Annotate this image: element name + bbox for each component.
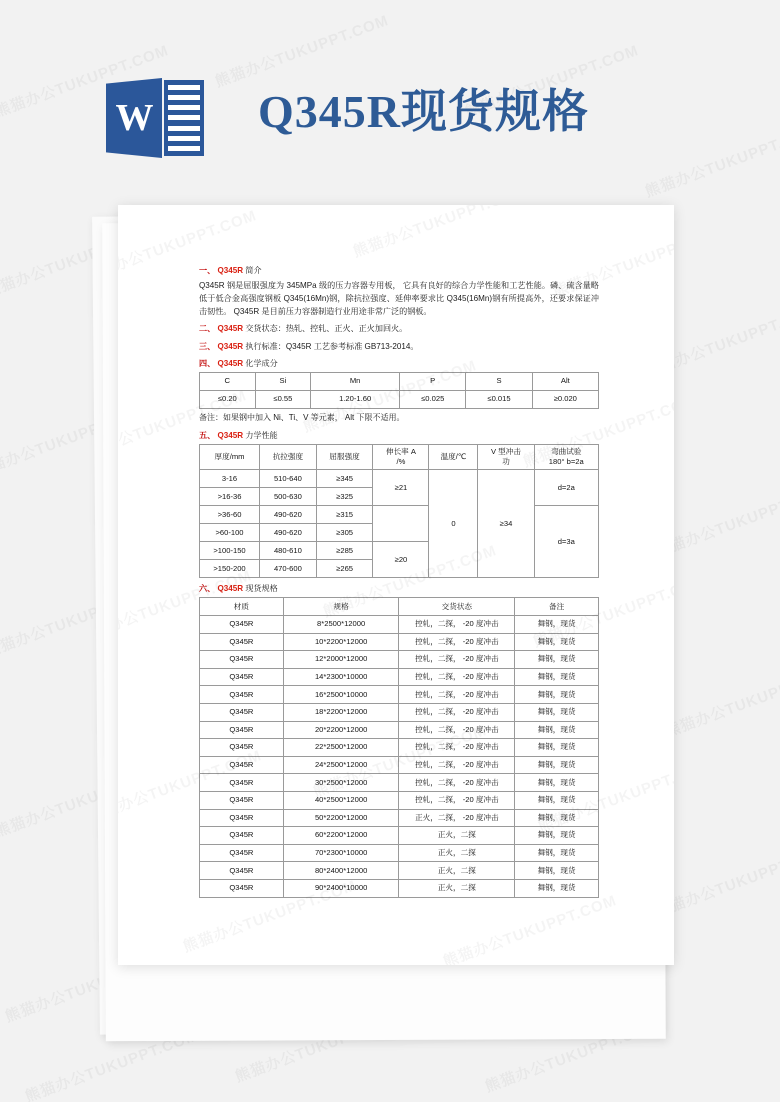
table-row bbox=[200, 844, 599, 862]
cell-elongation-group-1: ≥21 bbox=[373, 470, 429, 506]
section-title: 力学性能 bbox=[243, 430, 278, 440]
cell-material: Q345R bbox=[200, 739, 284, 757]
cell-delivery: 正火，二探 bbox=[399, 862, 515, 880]
table-row bbox=[200, 470, 599, 488]
cell-remark: 舞钢，现货 bbox=[515, 633, 599, 651]
section-heading-2 bbox=[199, 322, 599, 335]
cell-thickness: >100-150 bbox=[200, 542, 260, 560]
table-row bbox=[200, 506, 599, 524]
cell-delivery: 控轧，二探， -20 度冲击 bbox=[399, 686, 515, 704]
cell-si-value: ≤0.55 bbox=[255, 390, 311, 408]
column-header-mn: Mn bbox=[311, 372, 400, 390]
cell-delivery: 控轧，二探， -20 度冲击 bbox=[399, 704, 515, 722]
cell-spec: 20*2200*12000 bbox=[283, 721, 399, 739]
cell-v-impact: ≥34 bbox=[478, 470, 534, 578]
cell-spec: 22*2500*12000 bbox=[283, 739, 399, 757]
table-row bbox=[200, 774, 599, 792]
document-page[interactable] bbox=[118, 205, 674, 965]
table-row bbox=[200, 791, 599, 809]
section-number: 四、 bbox=[199, 358, 216, 368]
column-header-delivery: 交货状态 bbox=[399, 598, 515, 616]
cell-delivery: 正火，二探 bbox=[399, 827, 515, 845]
cell-remark: 舞钢，现货 bbox=[515, 756, 599, 774]
cell-elongation-blank bbox=[373, 506, 429, 542]
document-content bbox=[199, 260, 599, 900]
cell-remark: 舞钢，现货 bbox=[515, 651, 599, 669]
cell-delivery: 控轧，二探， -20 度冲击 bbox=[399, 651, 515, 669]
cell-tensile: 480-610 bbox=[260, 542, 317, 560]
cell-material: Q345R bbox=[200, 809, 284, 827]
table-row bbox=[200, 633, 599, 651]
cell-spec: 30*2500*12000 bbox=[283, 774, 399, 792]
intro-paragraph: Q345R 钢是屈服强度为 345MPa 级的压力容器专用板， 它具有良好的综合力学性能和工艺性能。磷、硫含量略低于低合金高强度钢板 Q345(16Mn)钢，除抗拉强度、延伸率要求比 Q345(16Mn)钢有所提高外，还要求保证冲击韧性。 Q345R 是目前压力容器制造行业用途非常广泛的钢板。 bbox=[199, 281, 599, 317]
cell-thickness: 3-16 bbox=[200, 470, 260, 488]
cell-tensile: 490-620 bbox=[260, 524, 317, 542]
table-row bbox=[200, 686, 599, 704]
section-heading-1 bbox=[199, 264, 599, 277]
page-title: Q345R现货规格 bbox=[258, 86, 589, 137]
cell-material: Q345R bbox=[200, 633, 284, 651]
section-title: 化学成分 bbox=[243, 358, 278, 368]
section-code: Q345R bbox=[217, 430, 244, 440]
column-header-bend-test bbox=[534, 444, 599, 470]
spot-table-body bbox=[200, 616, 599, 898]
section-number: 六、 bbox=[199, 584, 216, 594]
section-code: Q345R bbox=[217, 266, 244, 275]
cell-remark: 舞钢，现货 bbox=[515, 809, 599, 827]
section-code: Q345R bbox=[217, 358, 244, 368]
cell-spec: 10*2200*12000 bbox=[283, 633, 399, 651]
cell-thickness: >16-36 bbox=[200, 488, 260, 506]
table-row bbox=[200, 651, 599, 669]
cell-s-value: ≤0.015 bbox=[466, 390, 532, 408]
section-title: 现货规格 bbox=[243, 584, 278, 594]
chemical-composition-table bbox=[199, 372, 599, 409]
cell-material: Q345R bbox=[200, 827, 284, 845]
cell-remark: 舞钢，现货 bbox=[515, 862, 599, 880]
cell-remark: 舞钢，现货 bbox=[515, 616, 599, 634]
cell-thickness: >60-100 bbox=[200, 524, 260, 542]
column-header-yield: 屈服强度 bbox=[316, 444, 373, 470]
elongation-line-1: 伸长率 A bbox=[385, 446, 416, 456]
table-row bbox=[200, 756, 599, 774]
cell-p-value: ≤0.025 bbox=[400, 390, 466, 408]
cell-remark: 舞钢，现货 bbox=[515, 704, 599, 722]
cell-thickness: >150-200 bbox=[200, 560, 260, 578]
column-header-thickness: 厚度/mm bbox=[200, 444, 260, 470]
cell-tensile: 470-600 bbox=[260, 560, 317, 578]
table-row bbox=[200, 879, 599, 897]
column-header-p: P bbox=[400, 372, 466, 390]
section-heading-3 bbox=[199, 340, 599, 353]
table-row bbox=[200, 809, 599, 827]
table-row bbox=[200, 862, 599, 880]
cell-material: Q345R bbox=[200, 686, 284, 704]
cell-delivery: 正火，二探， -20 度冲击 bbox=[399, 809, 515, 827]
cell-temperature: 0 bbox=[429, 470, 478, 578]
column-header-si: Si bbox=[255, 372, 311, 390]
section-heading-5 bbox=[199, 429, 599, 442]
section-heading-6 bbox=[199, 582, 599, 595]
watermark-text bbox=[662, 659, 780, 741]
column-header-v-impact bbox=[478, 444, 534, 470]
cell-material: Q345R bbox=[200, 791, 284, 809]
cell-alt-value: ≥0.020 bbox=[532, 390, 598, 408]
table-row bbox=[200, 668, 599, 686]
table-header-row bbox=[200, 444, 599, 470]
cell-delivery: 正火，二探 bbox=[399, 844, 515, 862]
word-document-icon bbox=[106, 78, 210, 158]
cell-remark: 舞钢，现货 bbox=[515, 844, 599, 862]
cell-material: Q345R bbox=[200, 721, 284, 739]
cell-spec: 50*2200*12000 bbox=[283, 809, 399, 827]
column-header-spec: 规格 bbox=[283, 598, 399, 616]
column-header-elongation bbox=[373, 444, 429, 470]
column-header-remark: 备注 bbox=[515, 598, 599, 616]
cell-tensile: 500-630 bbox=[260, 488, 317, 506]
table-row bbox=[200, 616, 599, 634]
cell-remark: 舞钢，现货 bbox=[515, 827, 599, 845]
cell-spec: 60*2200*12000 bbox=[283, 827, 399, 845]
cell-spec: 40*2500*12000 bbox=[283, 791, 399, 809]
cell-delivery: 控轧，二探， -20 度冲击 bbox=[399, 633, 515, 651]
chemical-table-note: 备注：如果钢中加入 Ni、Ti、V 等元素， Alt 下限不适用。 bbox=[199, 412, 405, 422]
spot-specifications-table bbox=[199, 597, 599, 897]
cell-bend-group-2: d=3a bbox=[534, 506, 599, 578]
section-code: Q345R bbox=[217, 324, 244, 334]
table-row bbox=[200, 827, 599, 845]
section-heading-4 bbox=[199, 357, 599, 370]
cell-elongation-group-2: ≥20 bbox=[373, 542, 429, 578]
table-row bbox=[200, 739, 599, 757]
cell-remark: 舞钢，现货 bbox=[515, 879, 599, 897]
section-title: 执行标准：Q345R 工艺参考标准 GB713-2014。 bbox=[243, 341, 419, 351]
cell-spec: 24*2500*12000 bbox=[283, 756, 399, 774]
cell-spec: 70*2300*10000 bbox=[283, 844, 399, 862]
cell-remark: 舞钢，现货 bbox=[515, 739, 599, 757]
column-header-c: C bbox=[200, 372, 256, 390]
cell-delivery: 正火，二探 bbox=[399, 879, 515, 897]
cell-tensile: 510-640 bbox=[260, 470, 317, 488]
cell-spec: 80*2400*12000 bbox=[283, 862, 399, 880]
section-code: Q345R bbox=[217, 584, 244, 594]
cell-material: Q345R bbox=[200, 651, 284, 669]
mechanical-properties-table bbox=[199, 444, 599, 579]
watermark-text bbox=[350, 205, 529, 262]
column-header-material: 材质 bbox=[200, 598, 284, 616]
cell-material: Q345R bbox=[200, 616, 284, 634]
cell-remark: 舞钢，现货 bbox=[515, 686, 599, 704]
cell-yield: ≥265 bbox=[316, 560, 373, 578]
table-row bbox=[200, 721, 599, 739]
cell-remark: 舞钢，现货 bbox=[515, 774, 599, 792]
cell-spec: 12*2000*12000 bbox=[283, 651, 399, 669]
cell-yield: ≥285 bbox=[316, 542, 373, 560]
cell-material: Q345R bbox=[200, 862, 284, 880]
section-number: 二、 bbox=[199, 324, 216, 334]
table-header-row bbox=[200, 372, 599, 390]
cell-spec: 14*2300*10000 bbox=[283, 668, 399, 686]
cell-yield: ≥315 bbox=[316, 506, 373, 524]
cell-spec: 16*2500*10000 bbox=[283, 686, 399, 704]
cell-mn-value: 1.20-1.60 bbox=[311, 390, 400, 408]
bend-line-2: 180° b=2a bbox=[548, 457, 584, 467]
cell-remark: 舞钢，现货 bbox=[515, 721, 599, 739]
section-code: Q345R bbox=[217, 341, 244, 351]
cell-material: Q345R bbox=[200, 704, 284, 722]
cell-material: Q345R bbox=[200, 774, 284, 792]
cell-material: Q345R bbox=[200, 879, 284, 897]
word-icon-letter-w: W bbox=[115, 97, 153, 139]
section-number: 三、 bbox=[199, 341, 216, 351]
cell-material: Q345R bbox=[200, 756, 284, 774]
column-header-s: S bbox=[466, 372, 532, 390]
table-header-row bbox=[200, 598, 599, 616]
cell-yield: ≥305 bbox=[316, 524, 373, 542]
cell-tensile: 490-620 bbox=[260, 506, 317, 524]
cell-remark: 舞钢，现货 bbox=[515, 668, 599, 686]
section-number: 一、 bbox=[199, 266, 216, 275]
column-header-tensile: 抗拉强度 bbox=[260, 444, 317, 470]
bend-line-1: 弯曲试验 bbox=[551, 446, 582, 456]
cell-yield: ≥325 bbox=[316, 488, 373, 506]
cell-delivery: 控轧，二探， -20 度冲击 bbox=[399, 721, 515, 739]
cell-delivery: 控轧，二探， -20 度冲击 bbox=[399, 616, 515, 634]
elongation-line-2: /% bbox=[396, 457, 406, 467]
v-impact-line-2: 功 bbox=[502, 457, 510, 467]
cell-material: Q345R bbox=[200, 668, 284, 686]
table-row bbox=[200, 704, 599, 722]
cell-delivery: 控轧，二探， -20 度冲击 bbox=[399, 668, 515, 686]
cell-spec: 90*2400*10000 bbox=[283, 879, 399, 897]
section-number: 五、 bbox=[199, 430, 216, 440]
cell-c-value: ≤0.20 bbox=[200, 390, 256, 408]
cell-thickness: >36-60 bbox=[200, 506, 260, 524]
cell-bend-group-1: d=2a bbox=[534, 470, 599, 506]
page-header bbox=[0, 0, 780, 200]
cell-delivery: 控轧，二探， -20 度冲击 bbox=[399, 756, 515, 774]
cell-yield: ≥345 bbox=[316, 470, 373, 488]
cell-spec: 8*2500*12000 bbox=[283, 616, 399, 634]
cell-material: Q345R bbox=[200, 844, 284, 862]
cell-delivery: 控轧，二探， -20 度冲击 bbox=[399, 791, 515, 809]
cell-remark: 舞钢，现货 bbox=[515, 791, 599, 809]
table-row bbox=[200, 390, 599, 408]
cell-delivery: 控轧，二探， -20 度冲击 bbox=[399, 774, 515, 792]
cell-spec: 18*2200*12000 bbox=[283, 704, 399, 722]
section-title: 简介 bbox=[243, 266, 262, 275]
column-header-temperature: 温度/℃ bbox=[429, 444, 478, 470]
cell-delivery: 控轧，二探， -20 度冲击 bbox=[399, 739, 515, 757]
word-icon-lines bbox=[164, 80, 204, 156]
v-impact-line-1: V 型冲击 bbox=[491, 446, 521, 456]
section-title: 交货状态：热轧、控轧、正火、正火加回火。 bbox=[243, 324, 408, 334]
column-header-alt: Alt bbox=[532, 372, 598, 390]
watermark-text bbox=[440, 889, 619, 965]
